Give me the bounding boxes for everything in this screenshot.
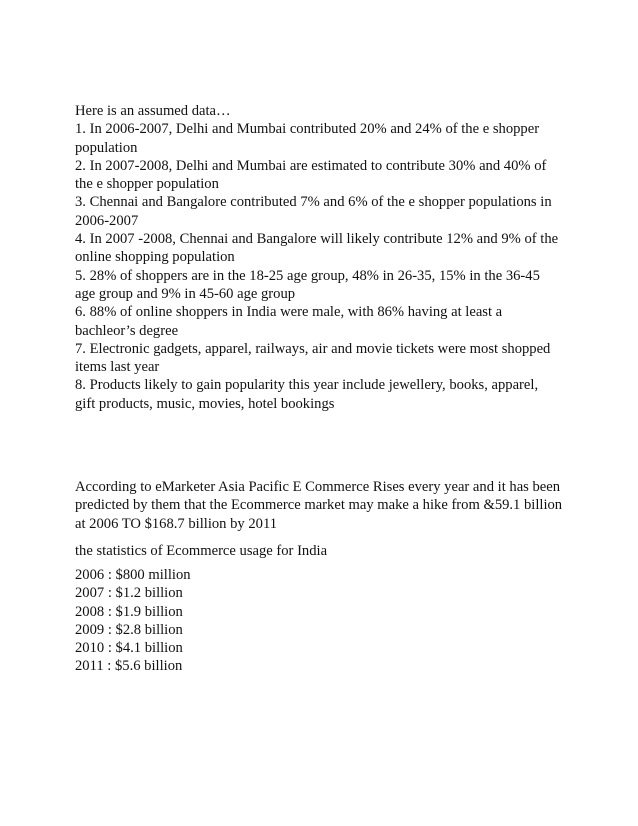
list-item-line: 4. In 2007 -2008, Chennai and Bangalore will likely contribute 12% and 9% of the bbox=[75, 231, 559, 248]
paragraph-line: According to eMarketer Asia Pacific E Commerce Rises every year and it has been bbox=[75, 479, 561, 495]
statistics-item: 2007 : $1.2 billion bbox=[75, 585, 183, 602]
list-item-line: 2006-2007 bbox=[75, 212, 139, 229]
list-item-line: gift products, music, movies, hotel bookings bbox=[75, 395, 335, 412]
list-item-line: age group and 9% in 45-60 age group bbox=[75, 285, 296, 302]
list-item-line: population bbox=[75, 139, 138, 156]
list-item-line: 6. 88% of online shoppers in India were male, with 86% having at least a bbox=[75, 304, 503, 321]
statistics-item: 2010 : $4.1 billion bbox=[75, 640, 183, 657]
statistics-item: 2011 : $5.6 billion bbox=[75, 658, 183, 675]
paragraph-line: at 2006 TO $168.7 billion by 2011 bbox=[75, 515, 278, 532]
list-item-line: 8. Products likely to gain popularity this year include jewellery, books, apparel, bbox=[75, 377, 539, 394]
list-item-line: bachleor’s degree bbox=[75, 322, 179, 339]
list-item-line: online shopping population bbox=[75, 249, 235, 266]
list-item-line: the e shopper population bbox=[75, 176, 219, 193]
forecast-paragraph bbox=[75, 478, 575, 533]
assumed-data-section bbox=[75, 102, 575, 413]
paragraph-line: predicted by them that the Ecommerce market may make a hike from &59.1 billion bbox=[75, 497, 563, 514]
statistics-item: 2006 : $800 million bbox=[75, 567, 191, 583]
list-item-line: 1. In 2006-2007, Delhi and Mumbai contributed 20% and 24% of the e shopper bbox=[75, 121, 540, 138]
list-item-line: items last year bbox=[75, 359, 160, 376]
statistics-item: 2008 : $1.9 billion bbox=[75, 603, 183, 620]
list-item-line: 2. In 2007-2008, Delhi and Mumbai are estimated to contribute 30% and 40% of bbox=[75, 157, 547, 174]
statistics-list bbox=[75, 566, 191, 676]
intro-heading: Here is an assumed data… bbox=[75, 103, 231, 119]
statistics-item: 2009 : $2.8 billion bbox=[75, 621, 183, 638]
statistics-heading: the statistics of Ecommerce usage for India bbox=[75, 543, 328, 559]
list-item-line: 7. Electronic gadgets, apparel, railways, air and movie tickets were most shopped bbox=[75, 340, 551, 357]
list-item-line: 5. 28% of shoppers are in the 18-25 age group, 48% in 26-35, 15% in the 36-45 bbox=[75, 267, 540, 284]
list-item-line: 3. Chennai and Bangalore contributed 7% and 6% of the e shopper populations in bbox=[75, 194, 552, 211]
